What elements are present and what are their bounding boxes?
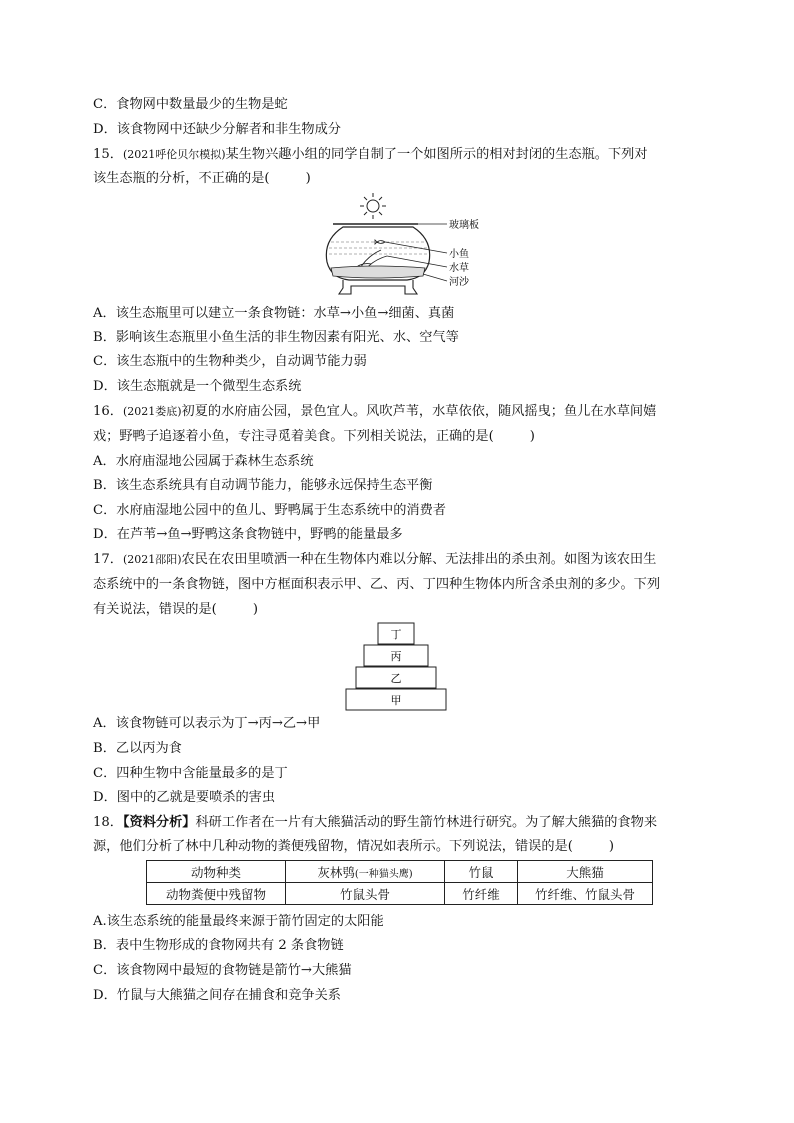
table-header-cell: 竹鼠 xyxy=(445,861,518,883)
q16-number: 16． xyxy=(93,404,123,419)
q17-stem-line3 xyxy=(93,601,258,619)
ecobottle-figure xyxy=(315,190,480,300)
q16-stem2: 戏；野鸭子追逐着小鱼，专注寻觅着美食。下列相关说法，正确的是( xyxy=(93,429,494,444)
table-cell: 竹纤维 xyxy=(445,883,518,905)
q18-table xyxy=(146,860,653,905)
q17-stem-line2: 态系统中的一条食物链，图中方框面积表示甲、乙、丙、丁四种生物体内所含杀虫剂的多少。下列 xyxy=(93,577,661,592)
q15-number: 15． xyxy=(93,147,123,162)
q15-source: (2021呼伦贝尔模拟) xyxy=(122,148,226,161)
q17-option-d: D．图中的乙就是要喷杀的害虫 xyxy=(93,790,276,805)
q18-stem1: 科研工作者在一片有大熊猫活动的野生箭竹林进行研究。为了解大熊猫的食物来 xyxy=(195,815,658,830)
label-water-plant: 水草 xyxy=(449,263,469,274)
q15-option-a: A．该生态瓶里可以建立一条食物链：水草→小鱼→细菌、真菌 xyxy=(93,306,455,321)
q18-option-d: D．竹鼠与大熊猫之间存在捕食和竞争关系 xyxy=(93,988,341,1003)
label-glass-plate: 玻璃板 xyxy=(449,220,479,231)
q17-stem-line1 xyxy=(93,551,656,569)
q18-tag: 【资料分析】 xyxy=(122,815,196,830)
q14-option-c: C．食物网中数量最少的生物是蛇 xyxy=(93,97,288,112)
q14-option-d: D．该食物网中还缺少分解者和非生物成分 xyxy=(93,122,341,137)
q15-option-d: D．该生态瓶就是一个微型生态系统 xyxy=(93,379,302,394)
q15-bracket-close: ) xyxy=(305,171,311,186)
q18-stem-line2 xyxy=(93,838,614,856)
q17-option-a: A．该食物链可以表示为丁→丙→乙→甲 xyxy=(93,716,321,731)
q18-stem2: 源，他们分析了林中几种动物的粪便残留物，情况如表所示。下列说法，错误的是( xyxy=(93,839,573,854)
q17-option-c: C．四种生物中含能量最多的是丁 xyxy=(93,766,288,781)
table-header-cell xyxy=(286,861,445,883)
table-row-label: 动物粪便中残留物 xyxy=(147,883,286,905)
q18-bracket-close: ) xyxy=(608,839,615,854)
q18-option-c: C．该食物网中最短的食物链是箭竹→大熊猫 xyxy=(93,963,352,978)
stand xyxy=(339,280,417,294)
header-owl-note: (一种猫头鹰) xyxy=(354,868,413,880)
q16-bracket-close: ) xyxy=(529,429,535,444)
q15-stem-line1 xyxy=(93,146,648,164)
q15-stem2: 该生态瓶的分析，不正确的是( xyxy=(93,171,270,186)
q16-stem-line1 xyxy=(93,403,656,421)
q16-option-b: B．该生态系统具有自动调节能力，能够永远保持生态平衡 xyxy=(93,478,433,493)
q18-number: 18． xyxy=(93,815,123,830)
q16-stem1: 初夏的水府庙公园，景色宜人。风吹芦苇，水草依依，随风摇曳；鱼儿在水草间嬉 xyxy=(181,404,657,419)
q15-stem1: 某生物兴趣小组的同学自制了一个如图所示的相对封闭的生态瓶。下列对 xyxy=(225,147,648,162)
q17-number: 17． xyxy=(93,552,123,567)
box-label-ding: 丁 xyxy=(390,628,402,641)
q17-stem3: 有关说法，错误的是( xyxy=(93,602,217,617)
q15-option-c: C．该生态瓶中的生物种类少，自动调节能力弱 xyxy=(93,354,367,369)
q17-bracket-close: ) xyxy=(252,602,258,617)
q17-source: (2021邵阳) xyxy=(122,553,182,566)
table-header-cell: 大熊猫 xyxy=(518,861,653,883)
q17-stem1: 农民在农田里喷洒一种在生物体内难以分解、无法排出的杀虫剂。如图为该农田生 xyxy=(181,552,657,567)
q16-source: (2021娄底) xyxy=(122,405,182,418)
pesticide-pyramid-figure xyxy=(344,622,450,712)
q16-option-d: D．在芦苇→鱼→野鸭这条食物链中，野鸭的能量最多 xyxy=(93,527,403,542)
q18-option-b: B．表中生物形成的食物网共有 2 条食物链 xyxy=(93,938,344,953)
q16-option-a: A．水府庙湿地公园属于森林生态系统 xyxy=(93,454,314,469)
table-header-cell: 动物种类 xyxy=(147,861,286,883)
sand xyxy=(331,266,425,278)
sun-icon xyxy=(360,193,386,219)
table-row xyxy=(147,883,653,905)
q16-option-c: C．水府庙湿地公园中的鱼儿、野鸭属于生态系统中的消费者 xyxy=(93,503,446,518)
q16-stem-line2 xyxy=(93,428,535,446)
box-label-jia: 甲 xyxy=(390,694,402,707)
header-owl: 灰林鸮 xyxy=(317,864,355,880)
q15-stem-line2 xyxy=(93,170,311,188)
q15-option-b: B．影响该生态瓶里小鱼生活的非生物因素有阳光、水、空气等 xyxy=(93,330,459,345)
box-label-yi: 乙 xyxy=(390,672,402,685)
q17-option-b: B．乙以丙为食 xyxy=(93,741,182,756)
table-row xyxy=(147,861,653,883)
box-label-bing: 丙 xyxy=(390,650,402,663)
q18-stem-line1 xyxy=(93,814,657,832)
table-cell: 竹鼠头骨 xyxy=(286,883,445,905)
q18-option-a: A.该生态系统的能量最终来源于箭竹固定的太阳能 xyxy=(93,914,384,929)
label-fish: 小鱼 xyxy=(449,249,469,260)
table-cell: 竹纤维、竹鼠头骨 xyxy=(518,883,653,905)
label-sand: 河沙 xyxy=(449,277,469,288)
